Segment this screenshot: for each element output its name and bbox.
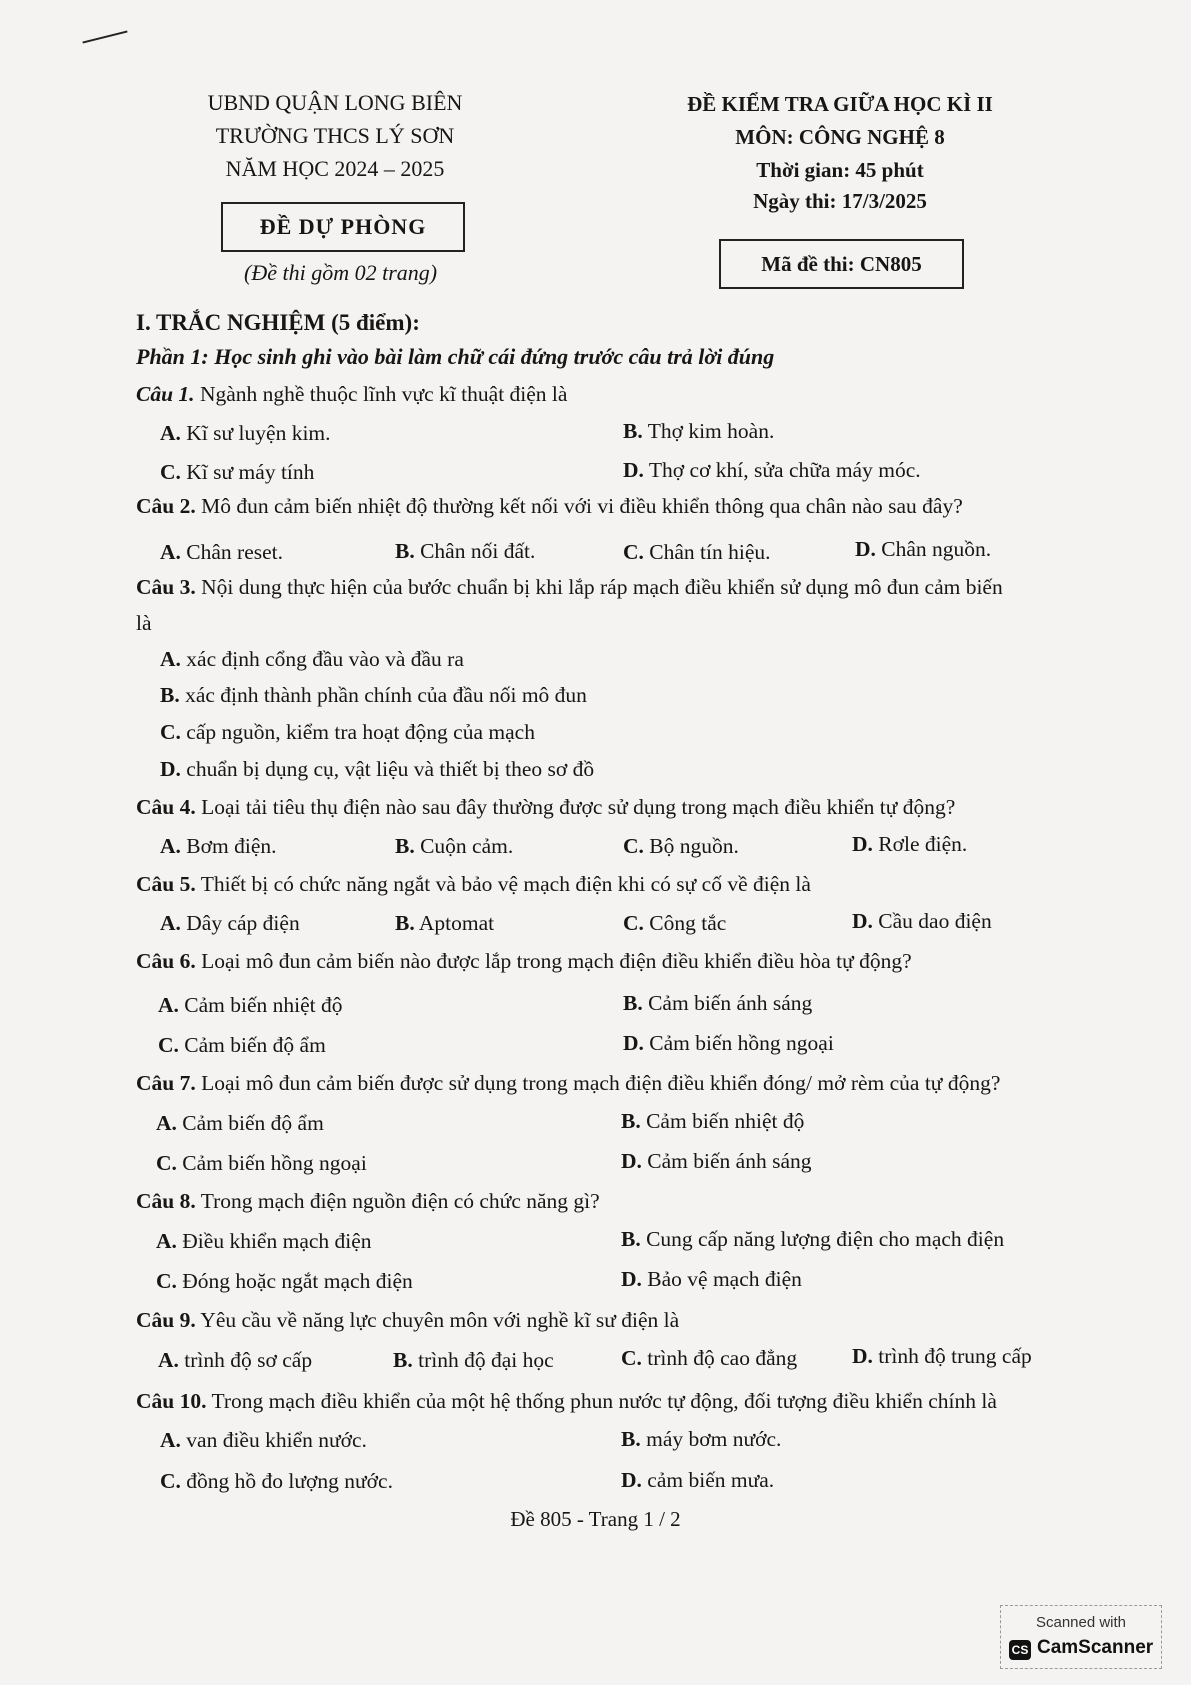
option-text: Chân tín hiệu. bbox=[643, 540, 771, 564]
option-letter: A. bbox=[160, 647, 181, 671]
question-text: Thiết bị có chức năng ngắt và bảo vệ mạch điện khi có sự cố về điện là bbox=[195, 872, 811, 896]
answer-option bbox=[160, 911, 300, 936]
question-text: Mô đun cảm biến nhiệt độ thường kết nối với vi điều khiển thông qua chân nào sau đây? bbox=[195, 494, 963, 518]
answer-option bbox=[395, 911, 494, 936]
camscanner-name: CamScanner bbox=[1037, 1637, 1154, 1658]
question-7 bbox=[136, 1071, 1000, 1096]
answer-option bbox=[160, 647, 464, 672]
option-text: Đóng hoặc ngắt mạch điện bbox=[176, 1269, 413, 1293]
question-text: Loại mô đun cảm biến nào được lắp trong mạch điện điều khiển điều hòa tự động? bbox=[195, 949, 912, 973]
option-letter: C. bbox=[623, 540, 644, 564]
option-letter: A. bbox=[160, 540, 181, 564]
option-text: Cảm biến nhiệt độ bbox=[640, 1109, 805, 1133]
option-letter: A. bbox=[160, 911, 181, 935]
exam-subject: MÔN: CÔNG NGHỆ 8 bbox=[735, 125, 945, 149]
option-letter: A. bbox=[156, 1229, 177, 1253]
question-text: Loại mô đun cảm biến được sử dụng trong mạch điện điều khiển đóng/ mở rèm của tự động? bbox=[195, 1071, 1001, 1095]
option-text: xác định thành phần chính của đầu nối mô đun bbox=[179, 683, 587, 707]
question-number: Câu 9. bbox=[136, 1308, 196, 1332]
option-letter: B. bbox=[395, 911, 415, 935]
question-number: Câu 7. bbox=[136, 1071, 196, 1095]
answer-option bbox=[156, 1229, 372, 1254]
option-text: Cảm biến độ ẩm bbox=[176, 1111, 324, 1135]
option-letter: A. bbox=[156, 1111, 177, 1135]
option-text: Kĩ sư luyện kim. bbox=[180, 421, 331, 445]
answer-option bbox=[160, 683, 587, 708]
option-text: Cảm biến hồng ngoại bbox=[643, 1031, 834, 1055]
option-text: trình độ đại học bbox=[412, 1348, 554, 1372]
answer-option bbox=[623, 419, 774, 444]
question-number: Câu 2. bbox=[136, 494, 196, 518]
option-letter: D. bbox=[160, 757, 181, 781]
answer-option bbox=[395, 834, 513, 859]
option-text: Cầu dao điện bbox=[872, 909, 992, 933]
option-text: máy bơm nước. bbox=[640, 1427, 782, 1451]
option-text: Chân nguồn. bbox=[875, 537, 992, 561]
answer-option bbox=[160, 1469, 393, 1494]
question-number: Câu 8. bbox=[136, 1189, 196, 1213]
school-header bbox=[160, 86, 510, 185]
option-text: Aptomat bbox=[414, 911, 495, 935]
school-name: TRƯỜNG THCS LÝ SƠN bbox=[215, 123, 455, 148]
question-number: Câu 4. bbox=[136, 795, 196, 819]
pen-mark bbox=[82, 30, 127, 43]
question-2 bbox=[136, 494, 963, 519]
option-letter: C. bbox=[621, 1346, 642, 1370]
scanned-with-text: Scanned with bbox=[1035, 1614, 1127, 1631]
option-letter: C. bbox=[623, 911, 644, 935]
answer-option bbox=[623, 1031, 834, 1056]
camscanner-logo-icon: CS bbox=[1009, 1640, 1031, 1660]
option-text: Thợ cơ khí, sửa chữa máy móc. bbox=[643, 458, 921, 482]
option-letter: B. bbox=[621, 1227, 641, 1251]
answer-option bbox=[158, 1348, 312, 1373]
option-text: Kĩ sư máy tính bbox=[180, 460, 315, 484]
question-text: Yêu cầu về năng lực chuyên môn với nghề kĩ sư điện là bbox=[195, 1308, 680, 1332]
option-letter: A. bbox=[158, 993, 179, 1017]
answer-option bbox=[160, 1428, 367, 1453]
option-text: Công tắc bbox=[643, 911, 727, 935]
school-year: NĂM HỌC 2024 – 2025 bbox=[225, 156, 445, 181]
question-text: Loại tải tiêu thụ điện nào sau đây thường được sử dụng trong mạch điều khiển tự động? bbox=[195, 795, 956, 819]
district-name: UBND QUẬN LONG BIÊN bbox=[207, 90, 463, 115]
option-text: Cuộn cảm. bbox=[414, 834, 514, 858]
option-text: Cảm biến độ ẩm bbox=[178, 1033, 326, 1057]
answer-option bbox=[621, 1149, 811, 1174]
option-letter: A. bbox=[160, 421, 181, 445]
option-letter: C. bbox=[623, 834, 644, 858]
option-text: Cảm biến hồng ngoại bbox=[176, 1151, 367, 1175]
answer-option bbox=[395, 539, 535, 564]
option-letter: C. bbox=[160, 460, 181, 484]
option-letter: C. bbox=[156, 1151, 177, 1175]
answer-option bbox=[160, 421, 331, 446]
question-text-continued: là bbox=[136, 611, 152, 635]
answer-option bbox=[393, 1348, 554, 1373]
answer-option bbox=[160, 757, 594, 782]
answer-option bbox=[156, 1111, 324, 1136]
option-letter: C. bbox=[160, 720, 181, 744]
option-letter: A. bbox=[160, 1428, 181, 1452]
option-text: Dây cáp điện bbox=[180, 911, 300, 935]
answer-option bbox=[158, 1033, 326, 1058]
answer-option bbox=[621, 1427, 781, 1452]
option-text: Bơm điện. bbox=[180, 834, 277, 858]
option-text: trình độ trung cấp bbox=[872, 1344, 1032, 1368]
answer-option bbox=[156, 1269, 413, 1294]
question-number: Câu 3. bbox=[136, 575, 196, 599]
option-text: Rơle điện. bbox=[872, 832, 968, 856]
pages-note: (Đề thi gồm 02 trang) bbox=[244, 260, 438, 285]
question-1 bbox=[136, 382, 567, 407]
option-text: Cung cấp năng lượng điện cho mạch điện bbox=[640, 1227, 1005, 1251]
question-9 bbox=[136, 1308, 679, 1333]
option-letter: D. bbox=[852, 909, 873, 933]
option-text: cảm biến mưa. bbox=[641, 1468, 775, 1492]
answer-option bbox=[621, 1346, 797, 1371]
answer-option bbox=[623, 991, 812, 1016]
answer-option bbox=[621, 1267, 802, 1292]
option-letter: D. bbox=[623, 458, 644, 482]
option-letter: D. bbox=[855, 537, 876, 561]
option-letter: B. bbox=[395, 834, 415, 858]
option-letter: B. bbox=[621, 1427, 641, 1451]
question-4 bbox=[136, 795, 955, 820]
option-letter: B. bbox=[621, 1109, 641, 1133]
question-5 bbox=[136, 872, 811, 897]
question-number: Câu 6. bbox=[136, 949, 196, 973]
answer-option bbox=[623, 540, 771, 565]
backup-exam-label: ĐỀ DỰ PHÒNG bbox=[221, 202, 465, 252]
option-text: đồng hồ đo lượng nước. bbox=[180, 1469, 393, 1493]
exam-date: Ngày thi: 17/3/2025 bbox=[753, 189, 927, 213]
answer-option bbox=[621, 1109, 804, 1134]
answer-option bbox=[623, 911, 726, 936]
option-text: trình độ cao đẳng bbox=[641, 1346, 798, 1370]
option-letter: D. bbox=[621, 1149, 642, 1173]
option-text: chuẩn bị dụng cụ, vật liệu và thiết bị theo sơ đồ bbox=[180, 757, 595, 781]
question-6 bbox=[136, 949, 912, 974]
question-text: Nội dung thực hiện của bước chuẩn bị khi lắp ráp mạch điều khiển sử dụng mô đun cảm biến bbox=[195, 575, 1003, 599]
question-number: Câu 5. bbox=[136, 872, 196, 896]
option-text: Chân reset. bbox=[180, 540, 283, 564]
exam-header bbox=[640, 88, 1040, 218]
question-text: Ngành nghề thuộc lĩnh vực kĩ thuật điện là bbox=[194, 382, 568, 406]
answer-option bbox=[621, 1468, 774, 1493]
option-text: cấp nguồn, kiểm tra hoạt động của mạch bbox=[180, 720, 535, 744]
exam-code-box: Mã đề thi: CN805 bbox=[719, 239, 964, 289]
option-text: Thợ kim hoàn. bbox=[642, 419, 775, 443]
answer-option bbox=[855, 537, 991, 562]
option-letter: D. bbox=[621, 1267, 642, 1291]
option-text: Bộ nguồn. bbox=[643, 834, 739, 858]
answer-option bbox=[160, 460, 314, 485]
option-letter: D. bbox=[852, 832, 873, 856]
option-text: trình độ sơ cấp bbox=[178, 1348, 313, 1372]
question-text: Trong mạch điện nguồn điện có chức năng gì? bbox=[195, 1189, 600, 1213]
answer-option bbox=[623, 458, 921, 483]
answer-option bbox=[158, 993, 343, 1018]
answer-option bbox=[160, 720, 535, 745]
option-text: Chân nối đất. bbox=[414, 539, 536, 563]
option-letter: D. bbox=[852, 1344, 873, 1368]
answer-option bbox=[156, 1151, 367, 1176]
option-text: xác định cổng đầu vào và đầu ra bbox=[180, 647, 464, 671]
exam-title: ĐỀ KIỂM TRA GIỮA HỌC KÌ II bbox=[687, 92, 993, 116]
answer-option bbox=[160, 834, 276, 859]
question-text: Trong mạch điều khiển của một hệ thống phun nước tự động, đối tượng điều khiển chính là bbox=[206, 1389, 997, 1413]
question-number: Câu 1. bbox=[136, 382, 195, 406]
question-8 bbox=[136, 1189, 600, 1214]
option-letter: A. bbox=[160, 834, 181, 858]
answer-option bbox=[621, 1227, 1004, 1252]
option-text: van điều khiển nước. bbox=[180, 1428, 367, 1452]
exam-time: Thời gian: 45 phút bbox=[756, 158, 924, 182]
answer-option bbox=[852, 1344, 1032, 1369]
page-footer: Đề 805 - Trang 1 / 2 bbox=[510, 1507, 681, 1531]
option-text: Cảm biến ánh sáng bbox=[641, 1149, 812, 1173]
option-letter: D. bbox=[621, 1468, 642, 1492]
answer-option bbox=[623, 834, 739, 859]
option-letter: C. bbox=[156, 1269, 177, 1293]
answer-option bbox=[160, 540, 283, 565]
option-letter: C. bbox=[160, 1469, 181, 1493]
option-letter: C. bbox=[158, 1033, 179, 1057]
part-instructions: Phần 1: Học sinh ghi vào bài làm chữ cái đứng trước câu trả lời đúng bbox=[136, 344, 775, 369]
option-text: Bảo vệ mạch điện bbox=[641, 1267, 802, 1291]
section-title: I. TRẮC NGHIỆM (5 điểm): bbox=[136, 310, 420, 335]
option-letter: B. bbox=[623, 419, 643, 443]
option-letter: B. bbox=[393, 1348, 413, 1372]
option-text: Cảm biến nhiệt độ bbox=[178, 993, 343, 1017]
camscanner-watermark bbox=[1000, 1605, 1162, 1669]
option-letter: A. bbox=[158, 1348, 179, 1372]
option-letter: B. bbox=[160, 683, 180, 707]
option-text: Cảm biến ánh sáng bbox=[642, 991, 813, 1015]
question-number: Câu 10. bbox=[136, 1389, 207, 1413]
question-3 bbox=[136, 575, 1003, 600]
option-letter: B. bbox=[395, 539, 415, 563]
answer-option bbox=[852, 909, 992, 934]
option-text: Điều khiển mạch điện bbox=[176, 1229, 372, 1253]
option-letter: D. bbox=[623, 1031, 644, 1055]
answer-option bbox=[852, 832, 967, 857]
option-letter: B. bbox=[623, 991, 643, 1015]
question-10 bbox=[136, 1389, 997, 1414]
